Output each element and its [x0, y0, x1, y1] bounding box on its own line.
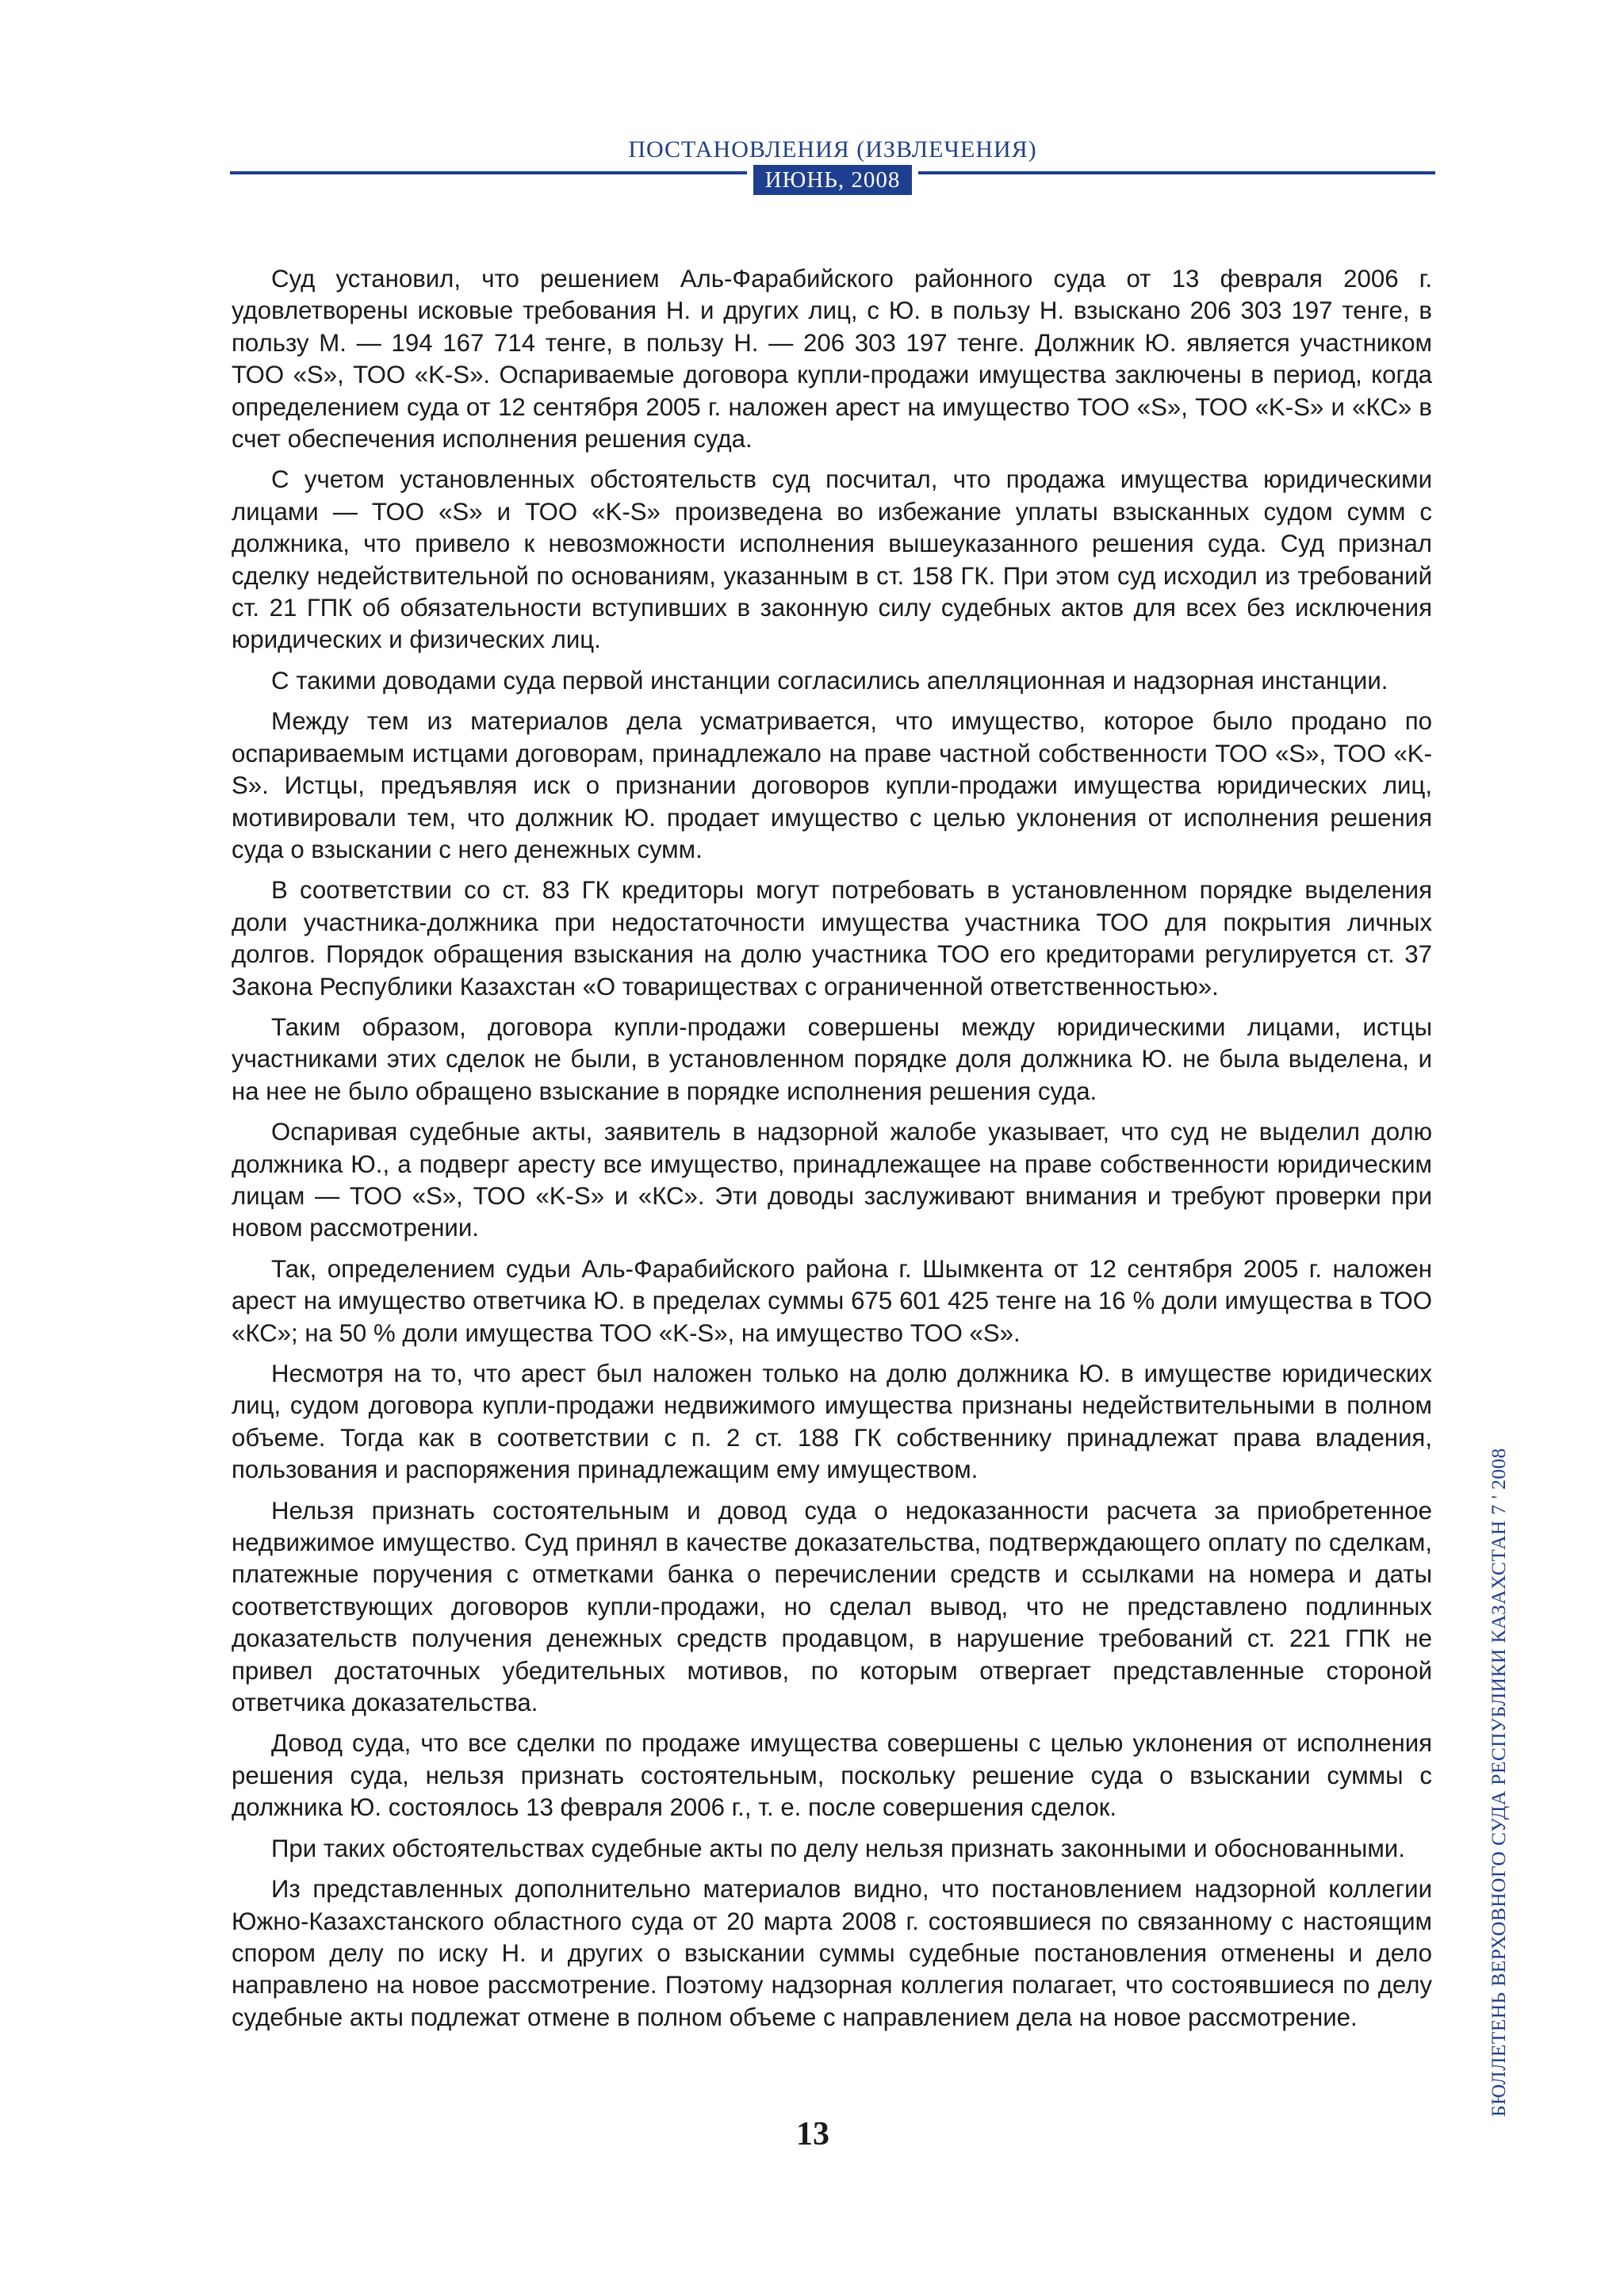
- bulletin-side-title: БЮЛЛЕТЕНЬ ВЕРХОВНОГО СУДА РЕСПУБЛИКИ КАЗАХСТАН 7 ' 2008: [1487, 1448, 1510, 2117]
- header-rule-right: [918, 171, 1435, 174]
- article-body: [232, 263, 1432, 2042]
- issue-date-badge: ИЮНЬ, 2008: [753, 165, 912, 195]
- paragraph-12: При таких обстоятельствах судебные акты по делу нельзя признать законными и обоснованными.: [271, 1834, 1405, 1862]
- running-header: [230, 136, 1435, 201]
- paragraph-4: Между тем из материалов дела усматривается, что имущество, которое было продано по оспариваемым истцами договорам, принадлежало на праве частной собственности ТОО «S», ТОО «K-S». Истцы, предъявляя иск о признании договоров купли-продажи имущества юридических лиц, мотивировали тем, что должник Ю. продает имущество с целью уклонения от исполнения решения суда о взыскании с него денежных сумм.: [232, 707, 1432, 863]
- section-title: ПОСТАНОВЛЕНИЯ (ИЗВЛЕЧЕНИЯ): [628, 136, 1037, 163]
- header-rule-left: [230, 171, 747, 174]
- paragraph-6: Таким образом, договора купли-продажи совершены между юридическими лицами, истцы участниками этих сделок не были, в установленном порядке доля должника Ю. не была выделена, и на нее не было обращено взыскание в порядке исполнения решения суда.: [232, 1012, 1432, 1105]
- paragraph-11: Довод суда, что все сделки по продаже имущества совершены с целью уклонения от исполнения решения суда, нельзя признать состоятельным, поскольку решение суда о взыскании суммы с должника Ю. состоялось 13 февраля 2006 г., т. е. после совершения сделок.: [232, 1729, 1432, 1822]
- paragraph-9: Несмотря на то, что арест был наложен только на долю должника Ю. в имуществе юридических лиц, судом договора купли-продажи недвижимого имущества признаны недействительными в полном объеме. Тогда как в соответствии с п. 2 ст. 188 ГК собственнику принадлежат права владения, пользования и распоряжения принадлежащим ему имуществом.: [232, 1360, 1432, 1484]
- paragraph-2: С учетом установленных обстоятельств суд посчитал, что продажа имущества юридическими лицами — ТОО «S» и ТОО «K-S» произведена во избежание уплаты взысканных судом сумм с должника, что привело к невозможности исполнения вышеуказанного решения суда. Суд признал сделку недействительной по основаниям, указанным в ст. 158 ГК. При этом суд исходил из требований ст. 21 ГПК об обязательности вступивших в законную силу судебных актов для всех без исключения юридических и физических лиц.: [232, 465, 1432, 654]
- paragraph-7: Оспаривая судебные акты, заявитель в надзорной жалобе указывает, что суд не выделил долю должника Ю., а подверг аресту все имущество, принадлежащее на праве собственности юридическим лицам — ТОО «S», ТОО «K-S» и «КС». Эти доводы заслуживают внимания и требуют проверки при новом рассмотрении.: [232, 1118, 1432, 1242]
- paragraph-10: Нельзя признать состоятельным и довод суда о недоказанности расчета за приобретенное недвижимое имущество. Суд принял в качестве доказательства, подтверждающего оплату по сделкам, платежные поручения с отметками банка о перечислении средств и ссылками на номера и даты соответствующих договоров купли-продажи, но сделал вывод, что не представлено подлинных доказательств получения денежных средств продавцом, в нарушение требований ст. 221 ГПК не привел достаточных убедительных мотивов, по которым отвергает представленные стороной ответчика доказательства.: [232, 1496, 1432, 1717]
- paragraph-13: Из представленных дополнительно материалов видно, что постановлением надзорной коллегии Южно-Казахстанского областного суда от 20 марта 2008 г. состоявшиеся по связанному с настоящим спором делу по иску Н. и других о взыскании суммы судебные постановления отменены и дело направлено на новое рассмотрение. Поэтому надзорная коллегия полагает, что состоявшиеся по делу судебные акты подлежат отмене в полном объеме с направлением дела на новое рассмотрение.: [232, 1875, 1432, 2031]
- page-number: 13: [796, 2116, 829, 2152]
- paragraph-5: В соответствии со ст. 83 ГК кредиторы могут потребовать в установленном порядке выделения доли участника-должника при недостаточности имущества участника ТОО для покрытия личных долгов. Порядок обращения взыскания на долю участника ТОО его кредиторами регулируется ст. 37 Закона Республики Казахстан «О товариществах с ограниченной ответственностью».: [232, 876, 1432, 1001]
- paragraph-8: Так, определением судьи Аль-Фарабийского района г. Шымкента от 12 сентября 2005 г. наложен арест на имущество ответчика Ю. в пределах суммы 675 601 425 тенге на 16 % доли имущества в ТОО «КС»; на 50 % доли имущества ТОО «K-S», на имущество ТОО «S».: [232, 1254, 1432, 1347]
- paragraph-1: Суд установил, что решением Аль-Фарабийского районного суда от 13 февраля 2006 г. удовлетворены исковые требования Н. и других лиц, с Ю. в пользу Н. взыскано 206 303 197 тенге, в пользу М. — 194 167 714 тенге, в пользу Н. — 206 303 197 тенге. Должник Ю. является участником ТОО «S», ТОО «K-S». Оспариваемые договора купли-продажи имущества заключены в период, когда определением суда от 12 сентября 2005 г. наложен арест на имущество ТОО «S», ТОО «K-S» и «КС» в счет обеспечения исполнения решения суда.: [232, 265, 1432, 453]
- paragraph-3: С такими доводами суда первой инстанции согласились апелляционная и надзорная инстанции.: [271, 666, 1388, 695]
